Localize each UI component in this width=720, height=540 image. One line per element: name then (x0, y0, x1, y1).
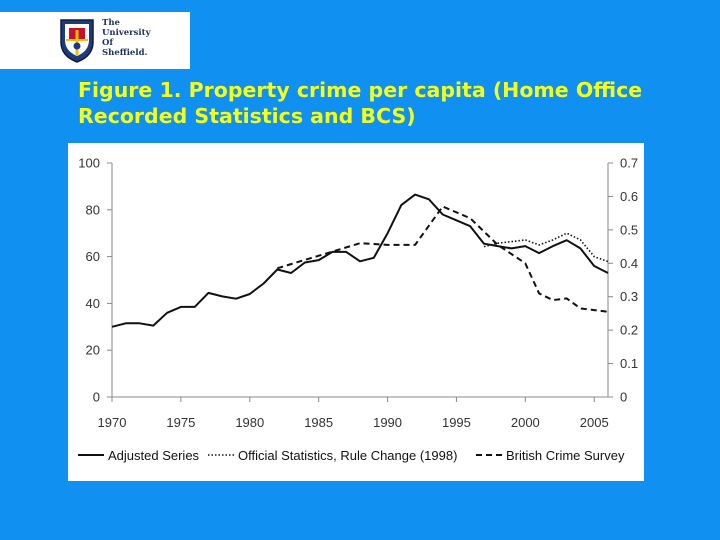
series-line-1 (112, 195, 608, 327)
chart-panel (68, 143, 644, 481)
y-left-tick-label: 100 (78, 155, 100, 171)
logo-line-3: Of (102, 38, 114, 48)
y-right-tick-label: 0.4 (620, 255, 639, 271)
logo-line-2: University (102, 28, 151, 38)
university-crest-icon (58, 16, 96, 64)
x-tick-label: 1980 (235, 415, 265, 430)
slide-title-line-2: Recorded Statistics and BCS) (78, 104, 416, 128)
y-right-tick-label: 0.3 (620, 289, 639, 305)
legend-label-3: British Crime Survey (506, 448, 625, 463)
y-right-tick-label: 0.5 (620, 222, 639, 238)
logo-line-4: Sheffield. (102, 48, 148, 58)
x-tick-label: 1990 (373, 415, 403, 430)
y-left-tick-label: 60 (85, 249, 100, 265)
x-tick-label: 1975 (166, 415, 196, 430)
slide-title (78, 77, 678, 129)
legend-label-1: Adjusted Series (108, 448, 200, 463)
x-tick-label: 2000 (510, 415, 540, 430)
logo-line-1: The (102, 18, 120, 28)
x-tick-label: 1995 (441, 415, 471, 430)
x-tick-label: 2005 (579, 415, 609, 430)
series-line-3 (277, 207, 608, 312)
y-left-tick-label: 40 (85, 295, 100, 311)
slide-title-line-1: Figure 1. Property crime per capita (Home Office (78, 78, 643, 102)
y-right-tick-label: 0.7 (620, 155, 639, 171)
legend-label-2: Official Statistics, Rule Change (1998) (238, 448, 458, 463)
y-right-tick-label: 0.2 (620, 322, 639, 338)
y-left-tick-label: 0 (92, 389, 100, 405)
y-right-tick-label: 0 (620, 389, 628, 405)
university-logo (0, 12, 190, 69)
x-tick-label: 1985 (304, 415, 334, 430)
x-tick-label: 1970 (97, 415, 127, 430)
y-right-tick-label: 0.1 (620, 356, 639, 372)
property-crime-chart (68, 143, 644, 481)
y-left-tick-label: 80 (85, 202, 100, 218)
y-left-tick-label: 20 (85, 342, 100, 358)
y-right-tick-label: 0.6 (620, 188, 639, 204)
